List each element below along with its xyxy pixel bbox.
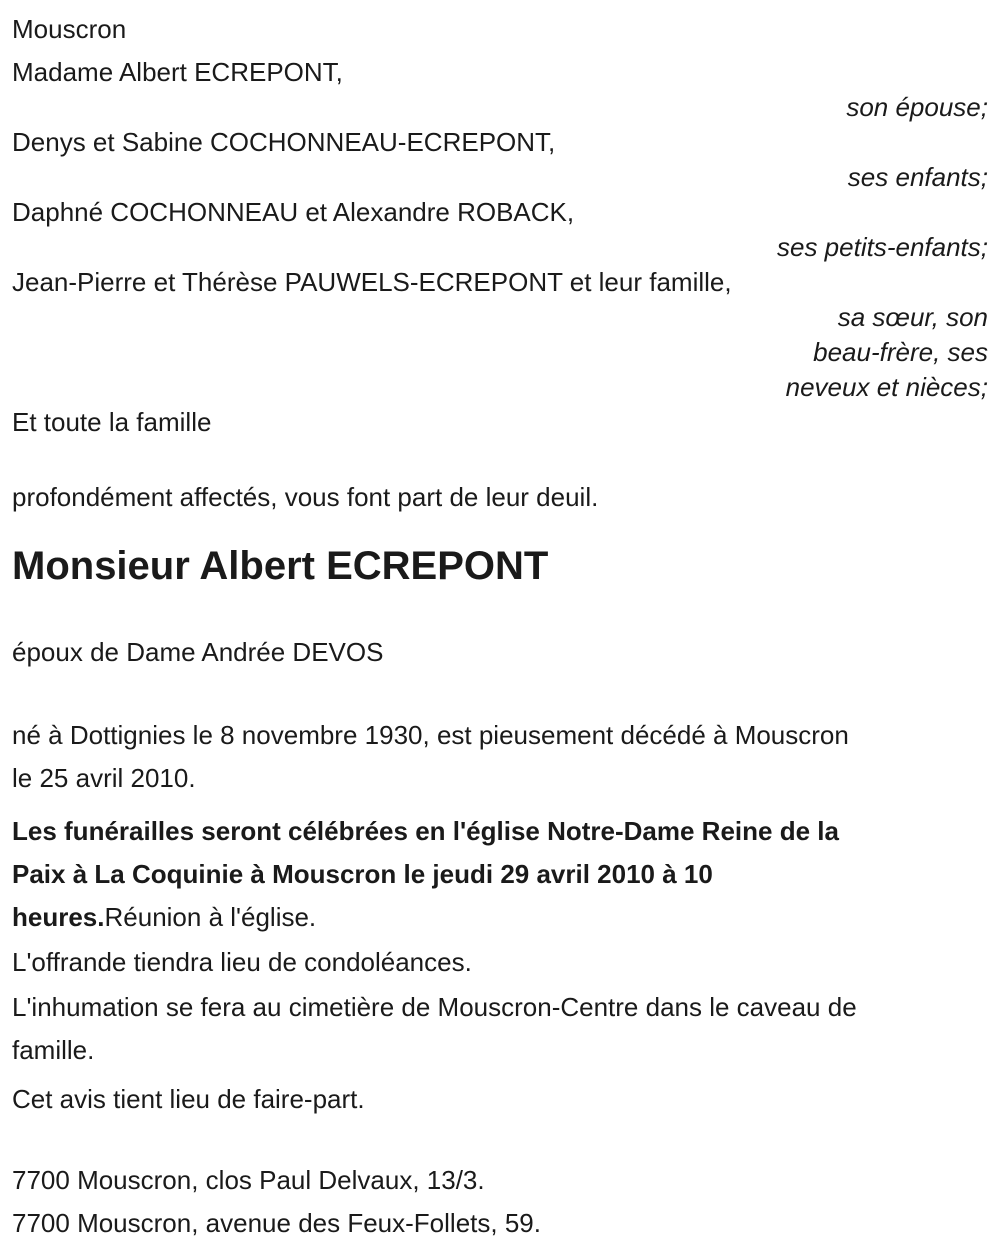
birth-death-line: le 25 avril 2010. <box>12 763 196 793</box>
mourner-names: Jean-Pierre et Thérèse PAUWELS-ECREPONT et leur famille, <box>12 267 732 297</box>
mourner-relation: ses enfants; <box>847 162 988 192</box>
burial-line: L'inhumation se fera au cimetière de Mouscron-Centre dans le caveau de <box>12 992 857 1022</box>
funeral-time-bold: heures. <box>12 902 105 932</box>
funeral-line-mixed <box>12 896 988 939</box>
deceased-name-heading: Monsieur Albert ECREPONT <box>12 544 549 588</box>
mourner-relation: son épouse; <box>846 92 988 122</box>
mourner-relation: sa sœur, son <box>837 302 988 332</box>
mourners-list <box>12 55 988 440</box>
burial-paragraph <box>12 986 988 1072</box>
address-line: 7700 Mouscron, avenue des Feux-Follets, 59. <box>12 1208 541 1238</box>
city-label: Mouscron <box>12 14 127 44</box>
birth-death-line: né à Dottignies le 8 novembre 1930, est pieusement décédé à Mouscron <box>12 720 849 750</box>
mourner-relation: beau-frère, ses <box>813 337 988 367</box>
funeral-meeting-note: Réunion à l'église. <box>104 902 317 932</box>
mourner-names: Madame Albert ECREPONT, <box>12 57 343 87</box>
mourner-relation: neveux et nièces; <box>785 372 988 402</box>
burial-line: famille. <box>12 1035 95 1065</box>
notice-line: Cet avis tient lieu de faire-part. <box>12 1084 365 1114</box>
funeral-line-bold: Paix à La Coquinie à Mouscron le jeudi 29 avril 2010 à 10 <box>12 859 713 889</box>
spouse-line: époux de Dame Andrée DEVOS <box>12 637 384 667</box>
family-closing: Et toute la famille <box>12 407 212 437</box>
offering-line: L'offrande tiendra lieu de condoléances. <box>12 947 472 977</box>
funeral-line-bold: Les funérailles seront célébrées en l'église Notre-Dame Reine de la <box>12 816 839 846</box>
grief-statement: profondément affectés, vous font part de leur deuil. <box>12 482 599 512</box>
addresses-block <box>12 1159 988 1245</box>
address-line: 7700 Mouscron, clos Paul Delvaux, 13/3. <box>12 1165 485 1195</box>
mourner-names: Denys et Sabine COCHONNEAU-ECREPONT, <box>12 127 556 157</box>
mourner-relation: ses petits-enfants; <box>777 232 988 262</box>
funeral-announcement-paragraph <box>12 810 988 939</box>
mourner-names: Daphné COCHONNEAU et Alexandre ROBACK, <box>12 197 575 227</box>
birth-death-paragraph <box>12 714 988 800</box>
